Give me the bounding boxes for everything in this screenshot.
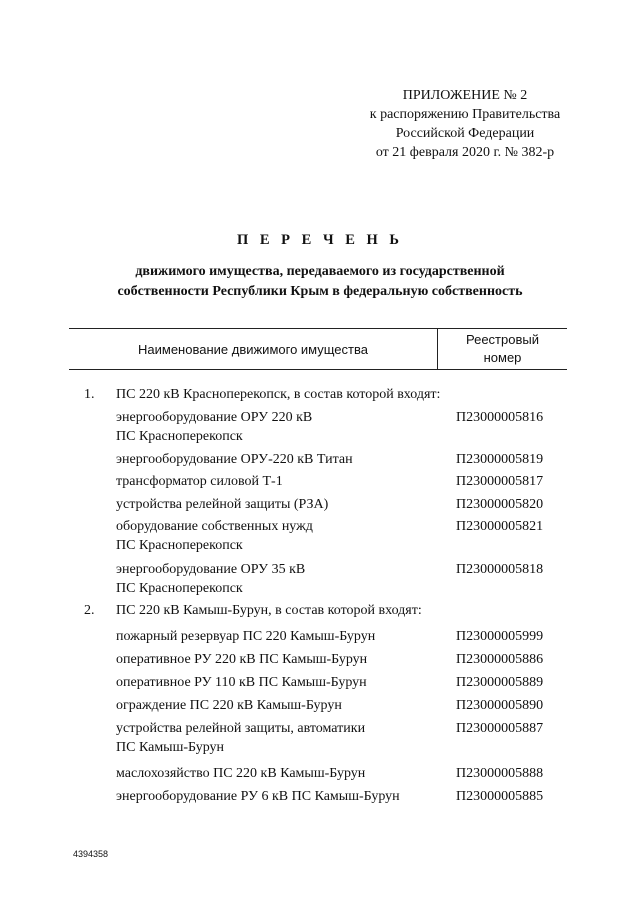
item-name: трансформатор силовой Т-1	[116, 474, 283, 489]
document-subtitle-line-1: движимого имущества, передаваемого из государственной	[135, 264, 505, 279]
item-name: оперативное РУ 110 кВ ПС Камыш-Бурун	[116, 675, 367, 690]
appendix-date-number: от 21 февраля 2020 г. № 382-р	[375, 145, 555, 160]
appendix-order-ref: к распоряжению Правительства	[369, 107, 561, 122]
document-subtitle-line-2: собственности Республики Крым в федеральную собственность	[117, 284, 523, 299]
item-name: энергооборудование ОРУ-220 кВ Титан	[116, 452, 353, 467]
item-registry-number: П23000005885	[456, 789, 544, 804]
appendix-title: ПРИЛОЖЕНИЕ № 2	[402, 88, 528, 103]
item-name: энергооборудование ОРУ 35 кВ ПС Красноперекопск	[116, 562, 306, 596]
group-number: 1.	[84, 387, 95, 402]
item-name: пожарный резервуар ПС 220 Камыш-Бурун	[116, 629, 376, 644]
item-name: ограждение ПС 220 кВ Камыш-Бурун	[116, 698, 342, 713]
column-header-registry-line-2: номер	[483, 350, 522, 365]
group-title: ПС 220 кВ Красноперекопск, в состав которой входят:	[116, 387, 441, 402]
group-number: 2.	[84, 603, 95, 618]
group-title: ПС 220 кВ Камыш-Бурун, в состав которой входят:	[116, 603, 422, 618]
document-title-block	[0, 232, 640, 302]
document-code: 4394358	[73, 849, 109, 859]
item-registry-number: П23000005816	[456, 410, 544, 425]
item-name: оперативное РУ 220 кВ ПС Камыш-Бурун	[116, 652, 368, 667]
item-name: оборудование собственных нужд ПС Красноперекопск	[116, 519, 313, 553]
item-registry-number: П23000005817	[456, 474, 544, 489]
item-registry-number: П23000005888	[456, 766, 544, 781]
item-name: маслохозяйство ПС 220 кВ Камыш-Бурун	[116, 766, 366, 781]
column-header-registry	[438, 331, 567, 367]
table-header	[69, 328, 567, 370]
item-registry-number: П23000005889	[456, 675, 544, 690]
item-registry-number: П23000005821	[456, 519, 544, 534]
column-header-name: Наименование движимого имущества	[138, 341, 368, 357]
item-name: энергооборудование ОРУ 220 кВ ПС Красноперекопск	[116, 410, 313, 444]
item-name: устройства релейной защиты (РЗА)	[116, 497, 329, 512]
document-title: П Е Р Е Ч Е Н Ь	[236, 232, 404, 248]
appendix-header	[300, 86, 630, 162]
document-subtitle	[0, 262, 640, 302]
item-registry-number: П23000005890	[456, 698, 544, 713]
appendix-government: Российской Федерации	[395, 126, 535, 141]
item-registry-number: П23000005999	[456, 629, 544, 644]
item-registry-number: П23000005820	[456, 497, 544, 512]
item-name: устройства релейной защиты, автоматики ПС Камыш-Бурун	[116, 721, 366, 755]
item-name: энергооборудование РУ 6 кВ ПС Камыш-Бурун	[116, 789, 400, 804]
item-registry-number: П23000005819	[456, 452, 544, 467]
item-registry-number: П23000005886	[456, 652, 544, 667]
item-registry-number: П23000005818	[456, 562, 544, 577]
column-header-registry-line-1: Реестровый	[466, 332, 539, 347]
item-registry-number: П23000005887	[456, 721, 544, 736]
